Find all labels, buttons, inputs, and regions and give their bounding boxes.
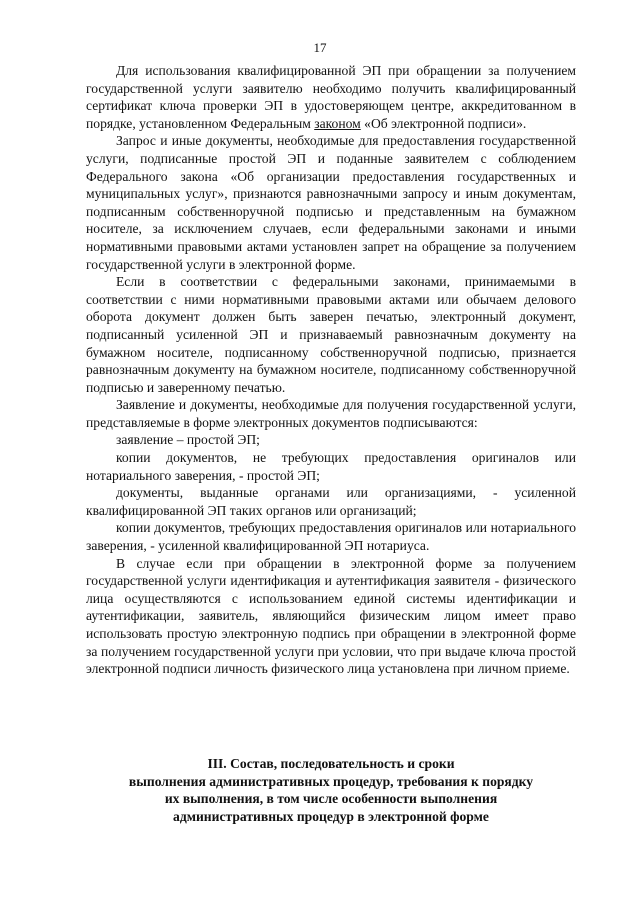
section-heading-line: выполнения административных процедур, требования к порядку (128, 773, 534, 789)
list-item-issued-documents: документы, выданные органами или организациями, - усиленной квалифицированной ЭП таких органов или организаций; (86, 485, 576, 518)
section-heading-line: их выполнения, в том числе особенности выполнения (164, 791, 498, 807)
list-item-application: заявление – простой ЭП; (116, 432, 260, 448)
law-link[interactable]: законом (314, 115, 361, 131)
paragraph-identification: В случае если при обращении в электронной форме за получением государственной услуги идентификация и аутентификация заявителя - физического лица осуществляются с использованием единой системы идентификации и аутентификации, заявитель, являющийся физическим лицом имеет право использовать простую электронную подпись при обращении в электронной форме за получением государственной услуги при условии, что при выдаче ключа простой электронной подписи личность физического лица установлена при личном приеме. (86, 555, 576, 677)
section-heading (86, 755, 576, 825)
paragraph-text: Для использования квалифицированной ЭП при обращении за получением государственной услуги заявителю необходимо получить квалифицированный сертификат ключа проверки ЭП в удостоверяющем центре, аккредитованном в порядке, установленном Федеральным (86, 63, 576, 131)
list-item-copies-no-notary: копии документов, не требующих предоставления оригиналов или нотариального заверения, - простой ЭП; (86, 450, 576, 483)
paragraph-text: «Об электронной подписи». (360, 115, 527, 131)
section-heading-line: III. Состав, последовательность и сроки (207, 756, 455, 771)
paragraph-seal-equivalence: Если в соответствии с федеральными законами, принимаемыми в соответствии с ними нормативными правовыми актами или обычаем делового оборота документ должен быть заверен печатью, электронный документ, подписанный усиленной ЭП и признаваемый равнозначным документу на бумажном носителе, подписанному собственноручной подписью, признается равнозначным документу на бумажном носителе, подписанному собственноручной подписью и заверенному печатью. (86, 274, 576, 395)
paragraph-qualified-signature (86, 62, 576, 132)
document-body (86, 62, 576, 678)
section-heading-line: административных процедур в электронной форме (173, 808, 489, 824)
paragraph-simple-signature: Запрос и иные документы, необходимые для предоставления государственной услуги, подписанные простой ЭП и поданные заявителем с соблюдением Федерального закона «Об организации предоставления государственных и муниципальных услуг», признаются равнозначными запросу и иным документам, подписанным собственноручной подписью и представленным на бумажном носителе, за исключением случаев, если федеральными законами и иными нормативными правовыми актами установлен запрет на обращение за получением государственной услуги в электронной форме. (86, 133, 576, 272)
list-item-copies-notary: копии документов, требующих предоставления оригиналов или нотариального заверения, - усиленной квалифицированной ЭП нотариуса. (86, 520, 576, 554)
page-number: 17 (313, 40, 327, 55)
paragraph-documents-signing: Заявление и документы, необходимые для получения государственной услуги, представляемые в форме электронных документов подписываются: (86, 397, 576, 430)
